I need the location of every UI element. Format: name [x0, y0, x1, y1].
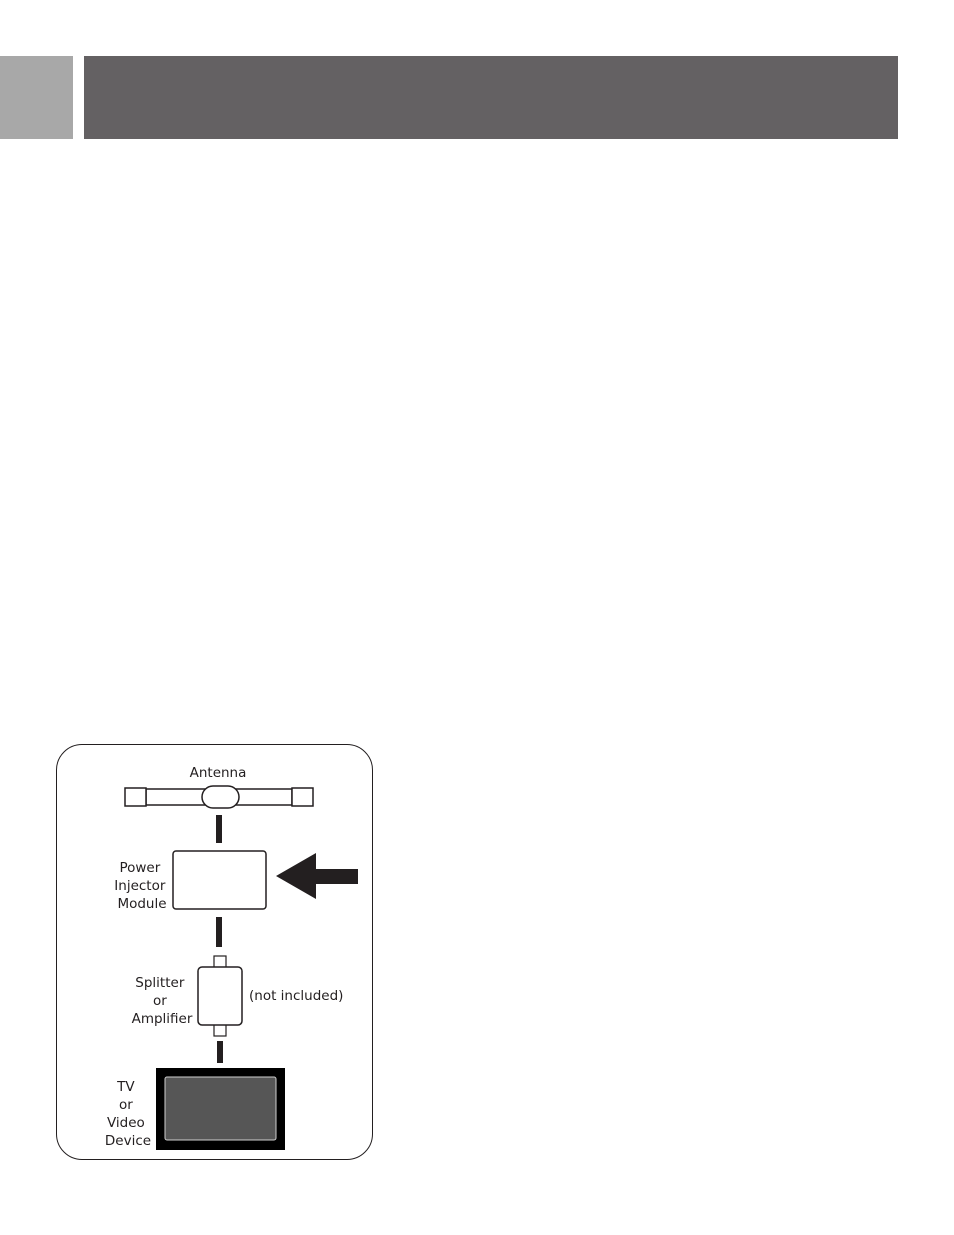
splitter-icon: [198, 956, 242, 1036]
antenna-label: Antenna: [189, 765, 247, 781]
tv-label: TV or Video Device: [104, 1079, 152, 1149]
splitter-label: Splitter or Amplifier: [131, 975, 193, 1027]
antenna-icon: [125, 786, 313, 808]
tv-icon: [156, 1068, 285, 1150]
not-included-label: (not included): [249, 988, 344, 1004]
arrow-left-icon: [276, 853, 358, 899]
cable-antenna-injector: [216, 815, 222, 843]
cable-splitter-tv: [217, 1041, 223, 1063]
injector-label: Power Injector Module: [114, 860, 167, 912]
cable-injector-splitter: [216, 917, 222, 947]
power-injector-module-box: [173, 851, 266, 909]
